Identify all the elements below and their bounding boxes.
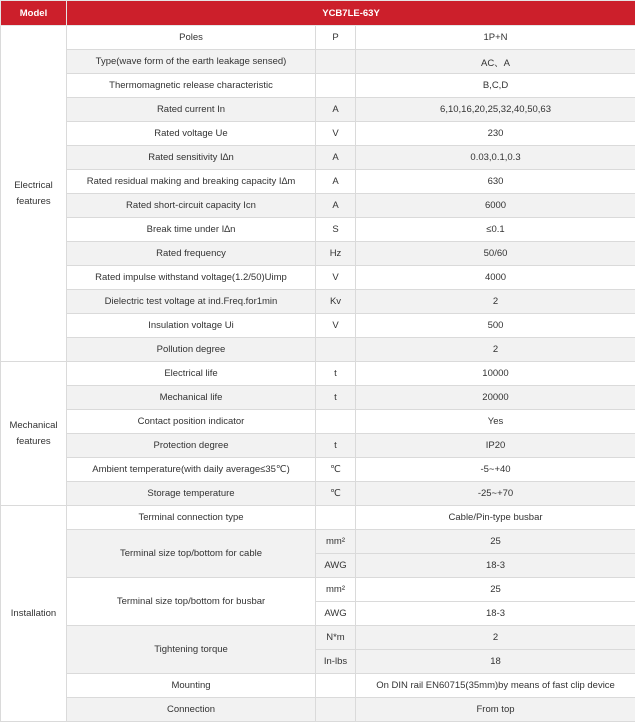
param-cell: Rated frequency bbox=[67, 242, 316, 266]
table-row bbox=[1, 266, 635, 290]
param-cell: Mounting bbox=[67, 674, 316, 698]
param-cell: Protection degree bbox=[67, 434, 316, 458]
param-cell: Contact position indicator bbox=[67, 410, 316, 434]
value-cell: 25 bbox=[356, 578, 635, 602]
unit-cell: A bbox=[316, 194, 356, 218]
param-cell: Rated residual making and breaking capacity I∆m bbox=[67, 170, 316, 194]
value-cell: IP20 bbox=[356, 434, 635, 458]
value-cell: 630 bbox=[356, 170, 635, 194]
value-cell: ≤0.1 bbox=[356, 218, 635, 242]
table-row bbox=[1, 74, 635, 98]
unit-cell: V bbox=[316, 314, 356, 338]
value-cell: On DIN rail EN60715(35mm)by means of fast clip device bbox=[356, 674, 635, 698]
param-cell: Terminal connection type bbox=[67, 506, 316, 530]
table-row bbox=[1, 434, 635, 458]
unit-cell: ℃ bbox=[316, 458, 356, 482]
unit-cell: ℃ bbox=[316, 482, 356, 506]
table-row bbox=[1, 530, 635, 554]
value-cell: 25 bbox=[356, 530, 635, 554]
unit-cell bbox=[316, 674, 356, 698]
param-cell: Poles bbox=[67, 26, 316, 50]
table-row bbox=[1, 98, 635, 122]
param-cell: Terminal size top/bottom for cable bbox=[67, 530, 316, 578]
unit-cell: t bbox=[316, 386, 356, 410]
unit-cell bbox=[316, 698, 356, 722]
value-cell: From top bbox=[356, 698, 635, 722]
unit-cell: P bbox=[316, 26, 356, 50]
table-row bbox=[1, 290, 635, 314]
unit-cell: AWG bbox=[316, 554, 356, 578]
table-row bbox=[1, 314, 635, 338]
param-cell: Thermomagnetic release characteristic bbox=[67, 74, 316, 98]
param-cell: Rated current In bbox=[67, 98, 316, 122]
param-cell: Break time under I∆n bbox=[67, 218, 316, 242]
value-cell: 500 bbox=[356, 314, 635, 338]
unit-cell: In-lbs bbox=[316, 650, 356, 674]
value-cell: 6000 bbox=[356, 194, 635, 218]
value-cell: 2 bbox=[356, 626, 635, 650]
param-cell: Electrical life bbox=[67, 362, 316, 386]
unit-cell: mm² bbox=[316, 578, 356, 602]
value-cell: 2 bbox=[356, 290, 635, 314]
table-header-row bbox=[1, 1, 635, 26]
value-cell: -5~+40 bbox=[356, 458, 635, 482]
value-cell: 18-3 bbox=[356, 602, 635, 626]
unit-cell bbox=[316, 506, 356, 530]
param-cell: Rated short-circuit capacity Icn bbox=[67, 194, 316, 218]
value-cell: Cable/Pin-type busbar bbox=[356, 506, 635, 530]
unit-cell: t bbox=[316, 434, 356, 458]
value-cell: Yes bbox=[356, 410, 635, 434]
param-cell: Pollution degree bbox=[67, 338, 316, 362]
table-row bbox=[1, 50, 635, 74]
value-cell: 1P+N bbox=[356, 26, 635, 50]
value-cell: B,C,D bbox=[356, 74, 635, 98]
table-row bbox=[1, 194, 635, 218]
unit-cell: N*m bbox=[316, 626, 356, 650]
unit-cell bbox=[316, 74, 356, 98]
value-cell: 230 bbox=[356, 122, 635, 146]
category-cell: Mechanical features bbox=[1, 362, 67, 506]
param-cell: Insulation voltage Ui bbox=[67, 314, 316, 338]
value-cell: -25~+70 bbox=[356, 482, 635, 506]
unit-cell: A bbox=[316, 98, 356, 122]
value-cell: 10000 bbox=[356, 362, 635, 386]
category-cell: Electrical features bbox=[1, 26, 67, 362]
value-cell: 50/60 bbox=[356, 242, 635, 266]
value-cell: 2 bbox=[356, 338, 635, 362]
value-cell: 20000 bbox=[356, 386, 635, 410]
param-cell: Terminal size top/bottom for busbar bbox=[67, 578, 316, 626]
table-row bbox=[1, 170, 635, 194]
unit-cell bbox=[316, 410, 356, 434]
model-value: YCB7LE-63Y bbox=[67, 1, 635, 26]
unit-cell bbox=[316, 338, 356, 362]
param-cell: Mechanical life bbox=[67, 386, 316, 410]
unit-cell: t bbox=[316, 362, 356, 386]
unit-cell bbox=[316, 50, 356, 74]
category-cell: Installation bbox=[1, 506, 67, 722]
param-cell: Rated sensitivity I∆n bbox=[67, 146, 316, 170]
param-cell: Connection bbox=[67, 698, 316, 722]
param-cell: Ambient temperature(with daily average≤35℃) bbox=[67, 458, 316, 482]
unit-cell: A bbox=[316, 170, 356, 194]
table-row bbox=[1, 674, 635, 698]
table-row bbox=[1, 122, 635, 146]
value-cell: 4000 bbox=[356, 266, 635, 290]
table-row bbox=[1, 410, 635, 434]
value-cell: AC、A bbox=[356, 50, 635, 74]
value-cell: 18-3 bbox=[356, 554, 635, 578]
unit-cell: Kv bbox=[316, 290, 356, 314]
unit-cell: V bbox=[316, 266, 356, 290]
model-label: Model bbox=[1, 1, 67, 26]
table-row bbox=[1, 218, 635, 242]
unit-cell: A bbox=[316, 146, 356, 170]
value-cell: 6,10,16,20,25,32,40,50,63 bbox=[356, 98, 635, 122]
table-row bbox=[1, 458, 635, 482]
table-row bbox=[1, 146, 635, 170]
param-cell: Rated impulse withstand voltage(1.2/50)Uimp bbox=[67, 266, 316, 290]
table-row bbox=[1, 698, 635, 722]
table-row bbox=[1, 362, 635, 386]
table-row bbox=[1, 578, 635, 602]
table-row bbox=[1, 626, 635, 650]
value-cell: 0.03,0.1,0.3 bbox=[356, 146, 635, 170]
unit-cell: AWG bbox=[316, 602, 356, 626]
unit-cell: V bbox=[316, 122, 356, 146]
table-row bbox=[1, 482, 635, 506]
unit-cell: mm² bbox=[316, 530, 356, 554]
table-row bbox=[1, 338, 635, 362]
table-row bbox=[1, 26, 635, 50]
param-cell: Type(wave form of the earth leakage sensed) bbox=[67, 50, 316, 74]
table-row bbox=[1, 386, 635, 410]
param-cell: Rated voltage Ue bbox=[67, 122, 316, 146]
param-cell: Storage temperature bbox=[67, 482, 316, 506]
unit-cell: Hz bbox=[316, 242, 356, 266]
param-cell: Dielectric test voltage at ind.Freq.for1min bbox=[67, 290, 316, 314]
table-row bbox=[1, 242, 635, 266]
value-cell: 18 bbox=[356, 650, 635, 674]
table-row bbox=[1, 506, 635, 530]
param-cell: Tightening torque bbox=[67, 626, 316, 674]
unit-cell: S bbox=[316, 218, 356, 242]
